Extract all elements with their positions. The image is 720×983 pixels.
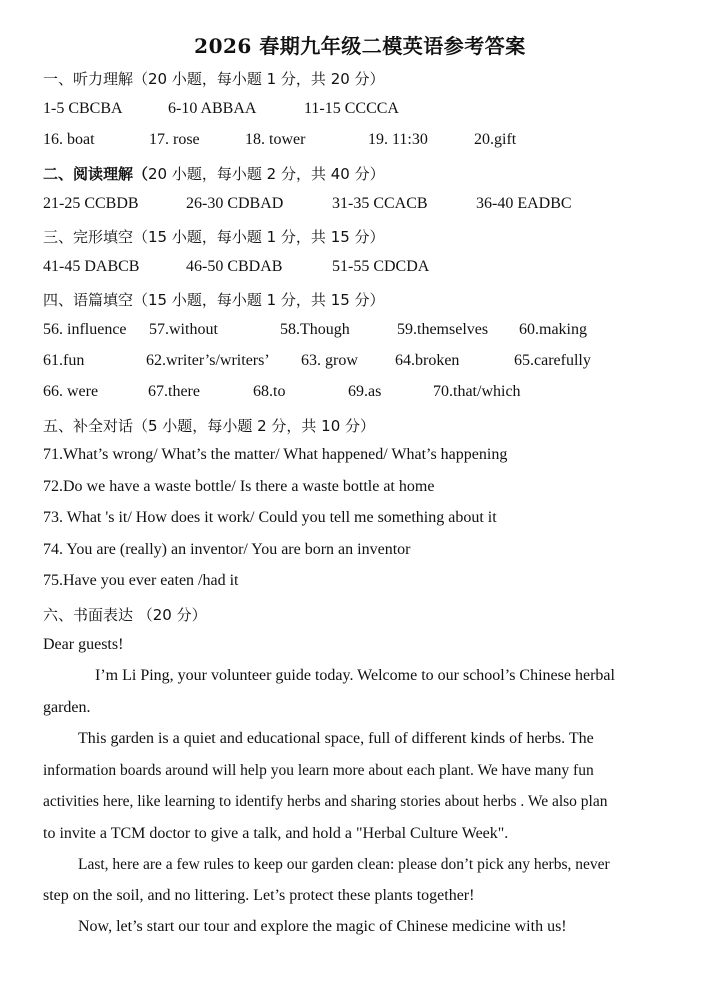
answer-cell: 19. 11:30 bbox=[368, 131, 428, 148]
answer-cell: 58.Though bbox=[280, 321, 350, 338]
answer-cell: 20.gift bbox=[474, 131, 517, 148]
page-title: 2026 春期九年级二模英语参考答案 bbox=[194, 34, 526, 58]
answer-cell: 57.without bbox=[149, 321, 218, 338]
section-heading-passage-fill: 四、语篇填空（15 小题，每小题 1 分，共 15 分） bbox=[43, 291, 385, 309]
dialogue-answer: 73. What 's it/ How does it work/ Could you tell me something about it bbox=[43, 509, 497, 526]
answer-cell: 1-5 CBCBA bbox=[43, 100, 123, 117]
section-heading-dialogue: 五、补全对话（5 小题，每小题 2 分，共 10 分） bbox=[43, 417, 376, 435]
answer-cell: 59.themselves bbox=[397, 321, 489, 338]
answer-cell: 11-15 CCCCA bbox=[304, 100, 399, 117]
answer-cell: 18. tower bbox=[245, 131, 306, 148]
essay-line: garden. bbox=[43, 699, 91, 716]
answer-cell: 26-30 CDBAD bbox=[186, 195, 284, 212]
answer-cell: 61.fun bbox=[43, 352, 85, 369]
section-heading-cloze: 三、完形填空（15 小题，每小题 1 分，共 15 分） bbox=[43, 228, 385, 246]
essay-line: step on the soil, and no littering. Let’s protect these plants together! bbox=[43, 887, 475, 904]
essay-line: I’m Li Ping, your volunteer guide today. Welcome to our school’s Chinese herbal bbox=[95, 667, 615, 684]
answer-cell: 21-25 CCBDB bbox=[43, 195, 139, 212]
answer-cell: 63. grow bbox=[301, 352, 358, 369]
answer-cell: 65.carefully bbox=[514, 352, 591, 369]
section-heading-reading bbox=[43, 163, 385, 184]
answer-cell: 62.writer’s/writers’ bbox=[146, 352, 270, 369]
answer-cell: 36-40 EADBC bbox=[476, 195, 572, 212]
answer-cell: 16. boat bbox=[43, 131, 95, 148]
answer-cell: 6-10 ABBAA bbox=[168, 100, 257, 117]
answer-cell: 41-45 DABCB bbox=[43, 258, 140, 275]
answer-cell: 46-50 CBDAB bbox=[186, 258, 283, 275]
essay-line: Dear guests! bbox=[43, 636, 124, 653]
dialogue-answer: 75.Have you ever eaten /had it bbox=[43, 572, 239, 589]
essay-line: Last, here are a few rules to keep our garden clean: please don’t pick any herbs, never bbox=[78, 856, 610, 873]
essay-line: Now, let’s start our tour and explore the magic of Chinese medicine with us! bbox=[78, 918, 567, 935]
answer-cell: 68.to bbox=[253, 383, 286, 400]
answer-cell: 64.broken bbox=[395, 352, 460, 369]
essay-line: information boards around will help you learn more about each plant. We have many fun bbox=[43, 762, 594, 779]
section-heading-writing: 六、书面表达 （20 分） bbox=[43, 606, 207, 624]
answer-cell: 31-35 CCACB bbox=[332, 195, 428, 212]
dialogue-answer: 74. You are (really) an inventor/ You are born an inventor bbox=[43, 541, 411, 558]
answer-cell: 60.making bbox=[519, 321, 587, 338]
answer-cell: 17. rose bbox=[149, 131, 200, 148]
dialogue-answer: 72.Do we have a waste bottle/ Is there a waste bottle at home bbox=[43, 478, 435, 495]
section-heading-listening: 一、听力理解（20 小题，每小题 1 分，共 20 分） bbox=[43, 70, 385, 88]
dialogue-answer: 71.What’s wrong/ What’s the matter/ What happened/ What’s happening bbox=[43, 446, 508, 463]
essay-line: This garden is a quiet and educational space, full of different kinds of herbs. The bbox=[78, 730, 594, 747]
answer-cell: 70.that/which bbox=[433, 383, 521, 400]
section-heading-reading-bold: 二、阅读理解（ bbox=[43, 165, 149, 183]
answer-cell: 56. influence bbox=[43, 321, 127, 338]
answer-cell: 66. were bbox=[43, 383, 99, 400]
section-heading-reading-rest: 20 小题，每小题 2 分，共 40 分） bbox=[148, 165, 385, 183]
essay-line: activities here, like learning to identify herbs and sharing stories about herbs . We also plan bbox=[43, 793, 608, 810]
answer-cell: 69.as bbox=[348, 383, 382, 400]
answer-cell: 67.there bbox=[148, 383, 200, 400]
answer-cell: 51-55 CDCDA bbox=[332, 258, 430, 275]
essay-line: to invite a TCM doctor to give a talk, and hold a "Herbal Culture Week". bbox=[43, 825, 509, 842]
